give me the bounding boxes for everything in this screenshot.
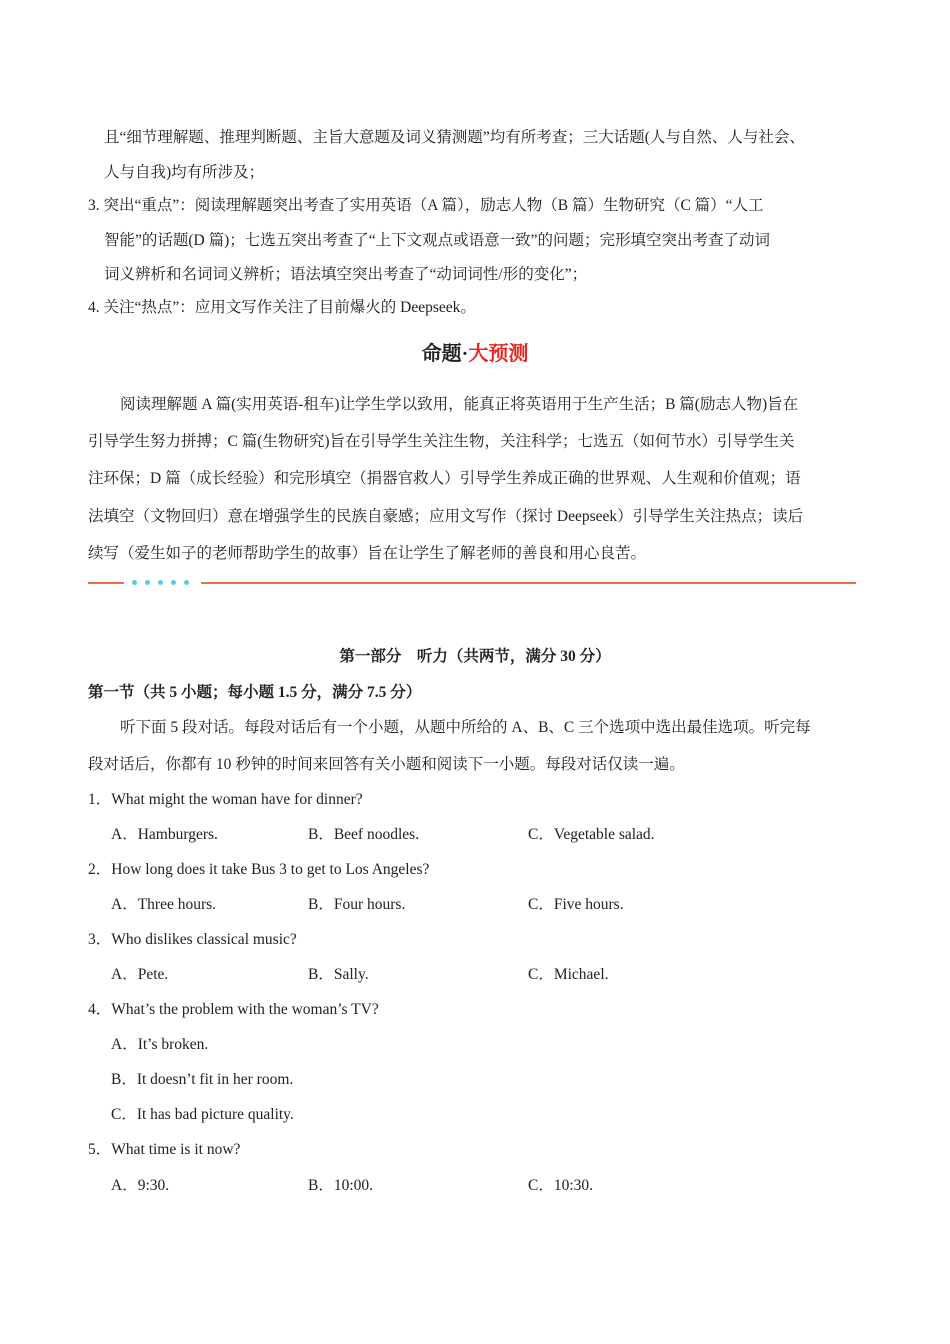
question-5-option-c: C．10:30.	[528, 1177, 594, 1194]
divider-dot	[171, 580, 176, 585]
analysis-item-3-line-3: 词义辨析和名词词义辨析；语法填空突出考查了“动词词性/形的变化”；	[104, 266, 588, 283]
divider-dot	[158, 580, 163, 585]
question-1: 1．What might the woman have for dinner?	[88, 791, 363, 808]
prediction-paragraph-line-2: 引导学生努力拼搏；C 篇(生物研究)旨在引导学生关注生物，关注科学；七选五（如何节水）引导学生关	[88, 433, 795, 450]
analysis-item-3-line-2: 智能”的话题(D 篇)；七选五突出考查了“上下文观点或语意一致”的问题；完形填空突出考查了动词	[104, 232, 771, 249]
prediction-paragraph-line-3: 注环保；D 篇（成长经验）和完形填空（捐器官救人）引导学生养成正确的世界观、人生观和价值观；语	[88, 470, 801, 487]
decorative-divider	[88, 581, 856, 585]
prediction-paragraph-line-1: 阅读理解题 A 篇(实用英语-租车)让学生学以致用，能真正将英语用于生产生活；B 篇(励志人物)旨在	[120, 396, 799, 413]
question-5: 5．What time is it now?	[88, 1141, 241, 1158]
prediction-title-red: 大预测	[468, 343, 529, 365]
question-4-option-c: C．It has bad picture quality.	[111, 1106, 294, 1123]
divider-dot	[145, 580, 150, 585]
divider-dot	[132, 580, 137, 585]
question-2-option-a: A．Three hours.	[111, 896, 217, 913]
divider-dot	[184, 580, 189, 585]
question-2-option-b: B．Four hours.	[308, 896, 406, 913]
analysis-line-1: 且“细节理解题、推理判断题、主旨大意题及词义猜测题”均有所考查；三大话题(人与自然、人与社会、	[104, 129, 805, 146]
prediction-title-black: 命题·	[421, 343, 469, 365]
question-1-option-a: A．Hamburgers.	[111, 826, 218, 843]
analysis-item-3-line-1: 3. 突出“重点”：阅读理解题突出考查了实用英语（A 篇），励志人物（B 篇）生物研究（C 篇）“人工	[88, 197, 764, 214]
question-5-option-a: A．9:30.	[111, 1177, 170, 1194]
instructions-line-2: 段对话后，你都有 10 秒钟的时间来回答有关小题和阅读下一小题。每段对话仅读一遍。	[88, 756, 685, 773]
question-2-option-c: C．Five hours.	[528, 896, 624, 913]
question-1-option-b: B．Beef noodles.	[308, 826, 420, 843]
analysis-line-2: 人与自我)均有所涉及；	[104, 164, 265, 181]
question-2: 2．How long does it take Bus 3 to get to Los Angeles?	[88, 861, 430, 878]
question-3-option-a: A．Pete.	[111, 966, 169, 983]
question-5-option-b: B．10:00.	[308, 1177, 374, 1194]
question-3-option-b: B．Sally.	[308, 966, 369, 983]
question-3-option-c: C．Michael.	[528, 966, 609, 983]
part-title: 第一部分 听力（共两节，满分 30 分）	[339, 648, 611, 665]
question-4-option-b: B．It doesn’t fit in her room.	[111, 1071, 294, 1088]
section-title: 第一节（共 5 小题；每小题 1.5 分，满分 7.5 分）	[88, 684, 422, 701]
analysis-item-4: 4. 关注“热点”：应用文写作关注了目前爆火的 Deepseek。	[88, 299, 476, 316]
question-4-option-a: A．It’s broken.	[111, 1036, 209, 1053]
divider-line-left	[88, 582, 124, 584]
instructions-line-1: 听下面 5 段对话。每段对话后有一个小题，从题中所给的 A、B、C 三个选项中选出最佳选项。听完每	[120, 719, 811, 736]
divider-line-right	[201, 582, 856, 584]
question-3: 3．Who dislikes classical music?	[88, 931, 297, 948]
prediction-paragraph-line-4: 法填空（文物回归）意在增强学生的民族自豪感；应用文写作（探讨 Deepseek）引导学生关注热点；读后	[88, 508, 804, 525]
question-4: 4．What’s the problem with the woman’s TV?	[88, 1001, 379, 1018]
prediction-paragraph-line-5: 续写（爱生如子的老师帮助学生的故事）旨在让学生了解老师的善良和用心良苦。	[88, 545, 647, 562]
question-1-option-c: C．Vegetable salad.	[528, 826, 655, 843]
prediction-title	[0, 341, 950, 367]
